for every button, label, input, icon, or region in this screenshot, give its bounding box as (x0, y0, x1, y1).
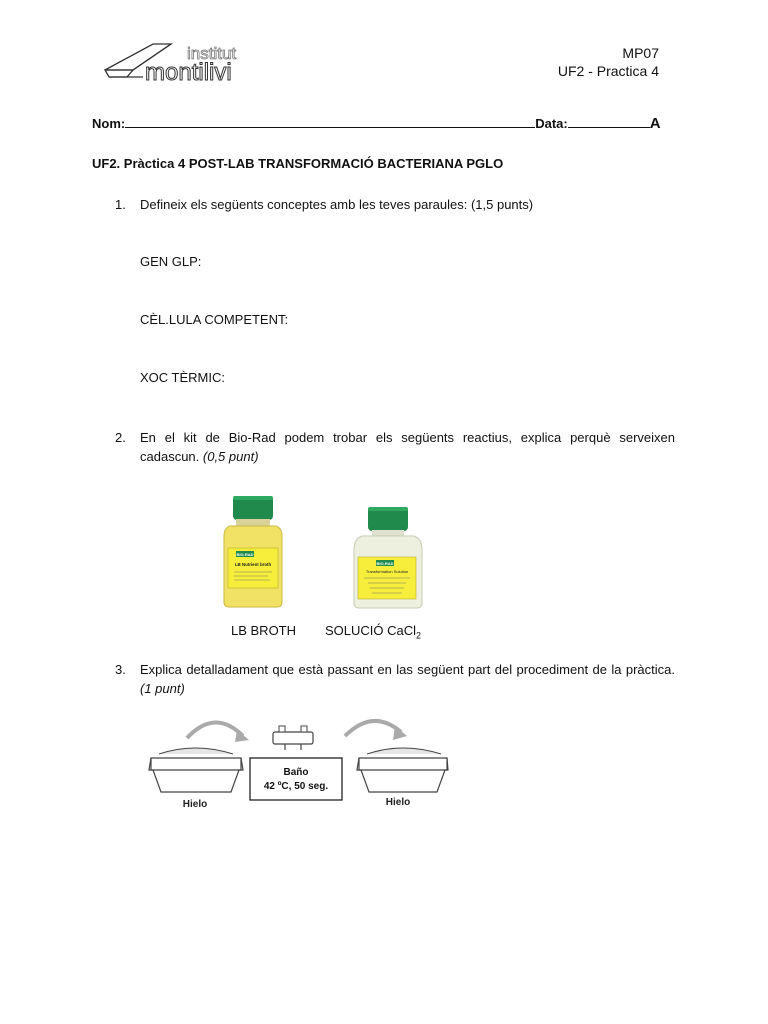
logo-text-montilivi: montilivi (145, 59, 232, 86)
module-code: MP07 (622, 45, 659, 61)
concept-gen-glp: GEN GLP: (140, 254, 202, 269)
question-text: Explica detalladament que està passant en las següent part del procediment de la pràctica. (140, 662, 675, 677)
water-bath-box (250, 758, 342, 800)
question-number: 1. (115, 197, 126, 212)
question-2 (0, 428, 768, 468)
bath-conditions: 42 ºC, 50 seg. (263, 781, 329, 792)
bottle-brand: BIO-RAD (236, 552, 254, 557)
left-ice-bucket-icon (149, 748, 243, 792)
page-title: UF2. Pràctica 4 POST-LAB TRANSFORMACIÓ BACTERIANA PGLO (92, 156, 504, 171)
caption-lb-broth: LB BROTH (231, 623, 297, 638)
heat-shock-diagram (145, 712, 450, 812)
lb-broth-bottle-image (220, 490, 312, 610)
name-label: Nom: (92, 116, 126, 131)
question-number: 3. (115, 662, 126, 677)
caption-cacl2-subscript: 2 (416, 630, 422, 641)
question-1 (0, 195, 768, 215)
bath-label: Baño (283, 767, 309, 778)
question-text-block (140, 428, 675, 466)
caption-cacl2 (325, 623, 421, 641)
question-text: En el kit de Bio-Rad podem trobar els següents reactius, explica perquè serveixen cadascun. (140, 430, 675, 464)
header-info (558, 44, 659, 80)
question-3 (0, 660, 768, 700)
institut-montilivi-logo (103, 40, 248, 88)
arrow-to-ice-icon (345, 721, 407, 740)
unit-practice: UF2 - Practica 4 (557, 63, 659, 79)
date-label: Data: (535, 116, 568, 131)
concept-competent-cell: CÈL.LULA COMPETENT: (140, 312, 289, 327)
question-number: 2. (115, 430, 126, 445)
question-points: (0,5 punt) (202, 449, 259, 464)
caption-cacl2-main: SOLUCIÓ CaCl (325, 623, 417, 638)
exam-version: A (649, 115, 661, 132)
question-text: Defineix els següents conceptes amb les teves paraules: (1,5 punts) (140, 197, 534, 212)
name-date-line (92, 115, 661, 132)
left-ice-label: Hielo (182, 799, 208, 810)
date-field[interactable] (568, 116, 650, 128)
bottle-brand: BIO-RAD (376, 561, 394, 566)
bottle-label: Transformation Solution (365, 569, 409, 574)
concept-heat-shock: XOC TÈRMIC: (140, 370, 225, 385)
name-field[interactable] (125, 116, 535, 128)
cacl2-solution-bottle-image (350, 503, 438, 611)
right-ice-label: Hielo (385, 797, 411, 808)
tube-rack-icon (273, 726, 313, 750)
right-ice-bucket-icon (357, 748, 448, 792)
bottle-label: LB Nutrient broth (234, 562, 272, 567)
logo-text-institut: institut (187, 44, 237, 63)
question-text-block (140, 660, 675, 698)
question-points: (1 punt) (140, 681, 185, 696)
arrow-to-bath-icon (187, 722, 249, 742)
